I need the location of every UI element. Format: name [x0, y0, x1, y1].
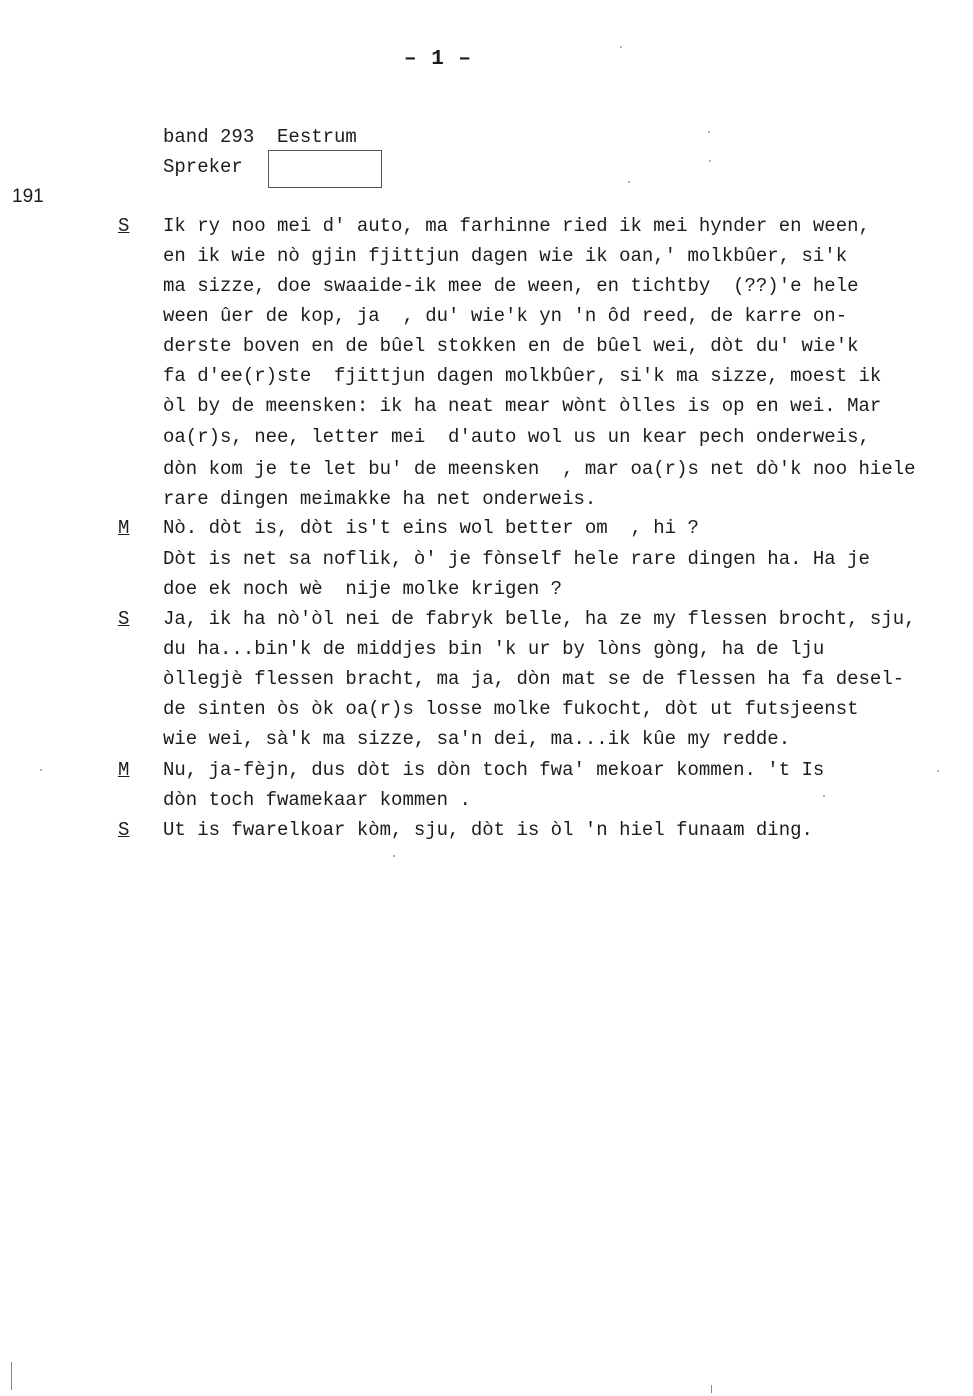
- speaker-mark: M: [118, 759, 130, 781]
- transcript-line: doe ek noch wè nije molke krigen ?: [163, 578, 563, 600]
- transcript-line: derste boven en de bûel stokken en de bûel wei, dòt du' wie'k: [163, 335, 859, 357]
- edge-mark: [711, 1385, 712, 1393]
- transcript-line: wie wei, sà'k ma sizze, sa'n dei, ma...ik kûe my redde.: [163, 728, 791, 750]
- transcript-line: dòn kom je te let bu' de meensken , mar oa(r)s net dò'k noo hiele: [163, 458, 916, 480]
- speaker-mark: S: [118, 215, 130, 237]
- transcript-line: dòn toch fwamekaar kommen .: [163, 789, 471, 811]
- transcript-line: de sinten òs òk oa(r)s losse molke fukocht, dòt ut futsjeenst: [163, 698, 859, 720]
- transcript-line: ma sizze, doe swaaide-ik mee de ween, en tichtby (??)'e hele: [163, 275, 859, 297]
- page-number: – 1 –: [404, 48, 473, 71]
- transcript-line: òllegjè flessen bracht, ma ja, dòn mat se de flessen ha fa desel-: [163, 668, 905, 690]
- scan-speck: [393, 855, 395, 857]
- transcript-line: Ut is fwarelkoar kòm, sju, dòt is òl 'n hiel funaam ding.: [163, 819, 813, 841]
- transcript-line: Dòt is net sa noflik, ò' je fònself hele rare dingen ha. Ha je: [163, 548, 870, 570]
- scan-speck: [708, 131, 710, 133]
- speaker-name-box: [268, 150, 382, 188]
- transcript-line: du ha...bin'k de middjes bin 'k ur by lòns gòng, ha de lju: [163, 638, 825, 660]
- transcript-line: oa(r)s, nee, letter mei d'auto wol us un kear pech onderweis,: [163, 426, 870, 448]
- scan-speck: [823, 795, 825, 797]
- transcript-line: ween ûer de kop, ja , du' wie'k yn 'n ôd reed, de karre on-: [163, 305, 848, 327]
- speaker-mark: M: [118, 517, 130, 539]
- transcript-line: fa d'ee(r)ste fjittjun dagen molkbûer, si'k ma sizze, moest ik: [163, 365, 882, 387]
- transcript-line: Ja, ik ha nò'òl nei de fabryk belle, ha ze my flessen brocht, sju,: [163, 608, 916, 630]
- transcript-line: Nu, ja-fèjn, dus dòt is dòn toch fwa' mekoar kommen. 't Is: [163, 759, 825, 781]
- side-number: 191: [12, 186, 44, 207]
- edge-mark: [11, 1362, 12, 1390]
- speaker-mark: S: [118, 608, 130, 630]
- header-band-line: band 293 Eestrum: [163, 126, 357, 148]
- scan-speck: [709, 160, 711, 162]
- transcript-line: Ik ry noo mei d' auto, ma farhinne ried ik mei hynder en ween,: [163, 215, 870, 237]
- speaker-mark: S: [118, 819, 130, 841]
- transcript-line: òl by de meensken: ik ha neat mear wònt òlles is op en wei. Mar: [163, 395, 882, 417]
- scan-speck: [628, 181, 630, 183]
- transcript-line: rare dingen meimakke ha net onderweis.: [163, 488, 597, 510]
- transcript-line: Nò. dòt is, dòt is't eins wol better om , hi ?: [163, 517, 699, 539]
- scan-speck: [937, 770, 939, 772]
- scan-speck: [620, 46, 622, 48]
- scan-speck: [40, 769, 42, 771]
- header-speaker-label: Spreker: [163, 156, 243, 178]
- transcript-line: en ik wie nò gjin fjittjun dagen wie ik oan,' molkbûer, si'k: [163, 245, 848, 267]
